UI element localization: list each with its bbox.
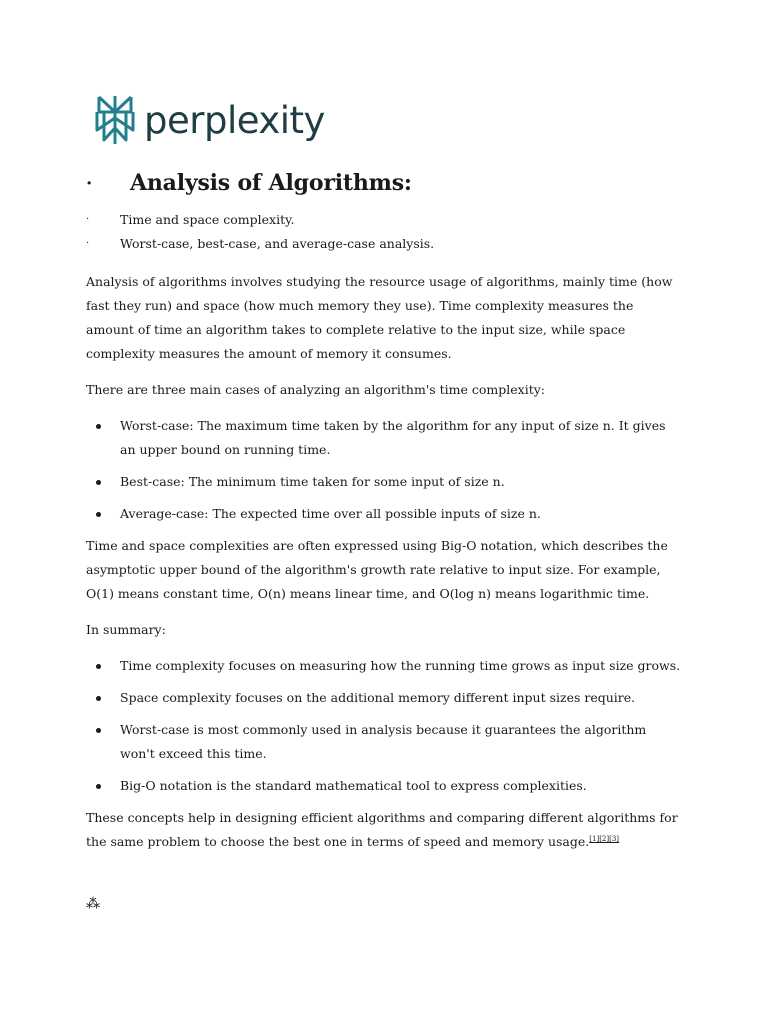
list-bullet: ·: [86, 238, 90, 249]
list-item: [86, 774, 684, 798]
list-item: [86, 502, 684, 526]
bullet-dot: [96, 512, 101, 517]
list-item-text: Big-O notation is the standard mathematical tool to express complexities.: [120, 778, 587, 793]
list-item-text: Average-case: The expected time over all possible inputs of size n.: [120, 506, 541, 521]
bullet-dot: [96, 424, 101, 429]
list-item: [86, 234, 434, 258]
list-item: [86, 654, 684, 678]
conclusion-text: These concepts help in designing efficient algorithms and comparing different algorithms for the same problem to choose the best one in terms of speed and memory usage.: [86, 810, 678, 849]
logo-wordmark: perplexity: [144, 98, 325, 142]
page-title: Analysis of Algorithms:: [130, 170, 412, 196]
list-item-text: Best-case: The minimum time taken for some input of size n.: [120, 474, 505, 489]
list-item: [86, 210, 434, 234]
footer-asterism: ⁂: [86, 896, 100, 912]
cases-intro-paragraph: There are three main cases of analyzing an algorithm's time complexity:: [86, 382, 546, 397]
cases-list: [86, 414, 684, 526]
heading-bullet: ·: [86, 172, 93, 194]
list-item: [86, 414, 684, 462]
list-item-text: Time and space complexity.: [120, 212, 295, 227]
topic-list: [86, 210, 434, 258]
list-item-text: Time complexity focuses on measuring how the running time grows as input size grows.: [120, 658, 681, 673]
conclusion-paragraph: [86, 806, 684, 854]
list-item-text: Space complexity focuses on the additional memory different input sizes require.: [120, 690, 636, 705]
bigo-paragraph: Time and space complexities are often expressed using Big-O notation, which describes the asymptotic upper bound of the algorithm's growth rate relative to input size. For example, O(1) means constant time, O(n) means linear time, and O(log n) means logarithmic time.: [86, 538, 668, 601]
bullet-dot: [96, 480, 101, 485]
list-item: [86, 718, 684, 766]
list-item-text: Worst-case, best-case, and average-case analysis.: [120, 236, 435, 251]
perplexity-logo: [94, 93, 325, 147]
summary-list: [86, 654, 684, 798]
citation-link-1[interactable]: [1]: [589, 834, 600, 843]
bullet-dot: [96, 696, 101, 701]
intro-paragraph: Analysis of algorithms involves studying the resource usage of algorithms, mainly time (how fast they run) and space (how much memory they use). Time complexity measures the amount of time an algorithm takes to complete relative to the input size, while space complexity measures the amount of memory it consumes.: [86, 274, 673, 361]
bullet-dot: [96, 784, 101, 789]
bullet-dot: [96, 664, 101, 669]
section-heading: [86, 170, 412, 196]
bullet-dot: [96, 728, 101, 733]
citation-link-3[interactable]: [3]: [609, 834, 620, 843]
list-item: [86, 470, 684, 494]
list-bullet: ·: [86, 214, 90, 225]
list-item: [86, 686, 684, 710]
citation-link-2[interactable]: [2]: [599, 834, 610, 843]
summary-label: In summary:: [86, 622, 166, 637]
list-item-text: Worst-case: The maximum time taken by the algorithm for any input of size n. It gives an upper bound on running time.: [120, 418, 666, 457]
list-item-text: Worst-case is most commonly used in analysis because it guarantees the algorithm won't exceed this time.: [120, 722, 647, 761]
perplexity-logo-icon: [94, 94, 136, 146]
document-body: [86, 270, 684, 854]
